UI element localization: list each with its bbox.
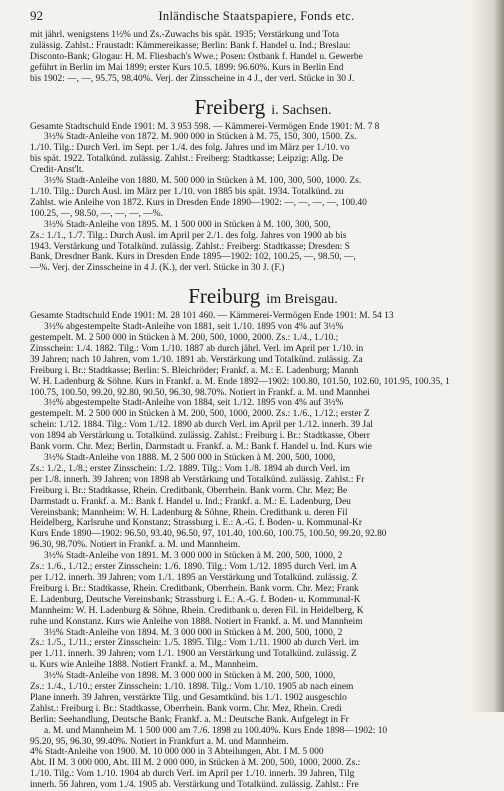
text-line: 3½% Stadt-Anleihe von 1891. M. 3 000 000 in Stücken à M. 200, 500, 1000, 2 <box>44 551 343 562</box>
text-line: per 1./12. innerh. 39 Jahren; vom 1./1. 1895 an Verstärkung und Totalkünd. zulässig. Z <box>30 572 358 583</box>
text-line: Freiburg i. Br.: Stadtkasse; Berlin: S. Bleichröder; Frankf. a. M.: E. Ladenburg; Mannh <box>30 365 359 376</box>
text-line: ruhe und Konstanz. Kurs wie Anleihe von 1888. Notiert in Frankf. a. M. und Mannheim <box>30 616 363 627</box>
text-line: Gesamte Stadtschuld Ende 1901: M. 28 101 460. — Kämmerei-Vermögen Ende 1901: M. 54 13 <box>30 311 394 322</box>
text-line: E. Ladenburg, Deutsche Vereinsbank; Strassburg i. E.: A.-G. f. Boden- u. Kommunal-K <box>30 594 361 605</box>
text-line: Gesamte Stadtschuld Ende 1901: M. 3 953 598. — Kämmerei-Vermögen Ende 1901: M. 7 8 <box>30 121 380 132</box>
text-line: 3½% Stadt-Anleihe von 1880. M. 500 000 in Stücken à M. 100, 300, 500, 1000. Zs. <box>44 176 362 187</box>
text-line: 3½% Stadt-Anleihe von 1888. M. 2 500 000 in Stücken à M. 200, 500, 1000, <box>44 453 336 463</box>
text-line: Darmstadt u. Frankf. a. M.: Bank f. Handel u. Ind.; Frankf. a. M.: E. Ladenburg, Deu <box>30 496 351 507</box>
text-line: Credit-Anst'lt. <box>30 165 84 176</box>
text-line: 100.75, 100.50, 99.20, 92.80, 90.50, 96.30, 98.70%. Notiert in Frankf. a. M. und Mannhei <box>30 387 370 398</box>
text-line: 3½% Stadt-Anleihe von 1898. M. 3 000 000 in Stücken à M. 200, 500, 1000, <box>44 671 336 682</box>
text-line: gestempelt. M. 2 500 000 in Stücken à M. 200, 500, 1000, 2000. Zs.: 1./4., 1./10.; <box>30 333 339 344</box>
text-line: per 1./11. innerh. 39 Jahren; vom 1./1. 1900 an Verstärkung und Totalkünd. zulässig. Z <box>30 649 357 660</box>
text-line: Zinsschein: 1./4. 1882. Tilg.: Vom 1./10. 1887 ab durch jährl. Verl. im April per 1./10. in <box>30 343 364 354</box>
intro-line: geführt in Berlin im Mai 1899; erster Kurs 10.5. 1899: 96.60%. Kurs in Berlin End <box>30 62 344 73</box>
text-line: Heidelberg, Karlsruhe und Konstanz; Strassburg i. E.: A.-G. f. Boden- u. Kommunal-Kr <box>30 518 363 529</box>
text-line: 4% Stadt-Anleihe von 1900. M. 10 000 000 in 3 Abteilungen, Abt. I M. 5 000 <box>30 747 324 758</box>
text-line: Zs.: 1./5., 1./11.; erster Zinsschein: 1./5. 1895. Tilg.: Vom 1./11. 1900 ab durch Verl. im <box>30 638 359 649</box>
text-line: 100.25, —, 98.50, —, —, —, —%. <box>30 208 163 219</box>
text-line: Zs.: 1./4., 1./10.; erster Zinsschein: 1./10. 1898. Tilg.: Vom 1./10. 1905 ab nach einem <box>30 682 354 693</box>
text-line: Berlin: Seehandlung, Deutsche Bank; Frankf. a. M.: Deutsche Bank. Aufgelegt in Fr <box>30 714 349 725</box>
text-line: 1./10. Tilg.: Durch Ausl. im März per 1./10. von 1885 bis spät. 1934. Totalkünd. zu <box>30 186 344 197</box>
text-line: per 1./8. innerh. 39 Jahren; von 1898 ab Verstärkung und Totalkünd. zulässig. Zahlst.: Fr <box>30 474 365 485</box>
heading-name: Freiburg <box>188 284 261 309</box>
text-line: Zahlst. wie Anleihe von 1872. Kurs in Dresden Ende 1890—1902: —, —, —, —, 100.40 <box>30 197 367 208</box>
text-line: 96.30, 98.70%. Notiert in Frankf. a. M. und Mannheim. <box>30 540 241 551</box>
text-line: Bank vorm. Chr. Mez; Berlin, Darmstadt u. Frankf. a. M.: Bank f. Handel u. Ind. Kurs wie <box>30 442 372 453</box>
text-line: a. M. und Mannheim M. 1 500 000 am 7./6. 1898 zu 100.40%. Kurs Ende 1898—1902: 10 <box>44 725 388 736</box>
text-line: Zs.: 1./1., 1./7. Tilg.: Durch Ausl. im April per 2./1. des folg. Jahres von 1900 ab bis <box>30 230 347 241</box>
text-line: Zs.: 1./2., 1./8.; erster Zinsschein: 1./2. 1889. Tilg.: Vom 1./8. 1894 ab durch Verl. im <box>30 463 351 474</box>
text-line: Freiburg i. Br.: Stadtkasse, Rhein. Creditbank, Oberrhein. Bank vorm. Chr. Mez; Frank <box>30 583 359 594</box>
text-line: von 1894 ab Verstärkung u. Totalkünd. zulässig. Zahlst.: Freiburg i. Br.: Stadtkasse, Oberr <box>30 431 370 442</box>
intro-line: zulässig. Zahlst.: Fraustadt: Kämmereikasse; Berlin: Bank f. Handel u. Ind.; Breslau: <box>30 40 351 51</box>
intro-line: Disconto-Bank; Glogau: H. M. Fliesbach's Wwe.; Posen: Ostbank f. Handel u. Gewerbe <box>30 51 363 62</box>
text-line: Kurs Ende 1890—1902: 96.50, 93.40, 96.50, 97, 101.40, 100.60, 100.75, 100.50, 99.20, 92.80 <box>30 529 387 540</box>
text-line: innerh. 56 Jahren, vom 1./4. 1905 ab. Verstärkung und Totalkünd. zulässig. Zahlst.: Fre <box>30 780 359 791</box>
intro-line: mit jährl. wenigstens 1½% und Zs.-Zuwachs bis spät. 1935; Verstärkung und Tota <box>30 30 340 40</box>
intro-section <box>30 30 496 85</box>
text-line: 1943. Verstärkung und Totalkünd. zulässig. Zahlst.: Freiberg: Stadtkasse; Dresden: S <box>30 241 350 252</box>
text-line: bis spät. 1922. Totalkünd. zulässig. Zahlst.: Freiberg: Stadtkasse; Leipzig: Allg. De <box>30 154 344 165</box>
text-line: Zs.: 1./6., 1./12.; erster Zinsschein: 1./6. 1890. Tilg.: Vom 1./12. 1895 durch Verl. im A <box>30 562 357 573</box>
text-line: Plane innerh. 39 Jahren, verstärkte Tilg. und Gesamtkünd. bis 1./1. 1902 ausgeschlo <box>30 692 347 703</box>
text-line: W. H. Ladenburg & Söhne. Kurs in Frankf. a. M. Ende 1892—1902: 100.80, 101.50, 102.60, 101.95, 100.35, 1 <box>30 376 450 387</box>
text-line: gestempelt. M. 2 500 000 in Stücken à M. 200, 500, 1000, 2000. Zs.: 1./6., 1./12.; erster Z <box>30 409 370 420</box>
text-line: 1./10. Tilg.: Vom 1./10. 1904 ab durch Verl. im April per 1./10. innerh. 39 Jahren, Tilg <box>30 769 355 780</box>
page-number: 92 <box>30 8 43 23</box>
heading-suffix: i. Sachsen. <box>271 102 332 118</box>
text-line: 3½% abgestempelte Stadt-Anleihe von 1884, seit 1./12. 1895 von 4% auf 3½% <box>44 398 344 409</box>
text-line: schein: 1./12. 1884. Tilg.: Vom 1./12. 1890 ab durch Verl. im April per 1./12. innerh. 39 Jal <box>30 420 373 431</box>
running-header <box>30 8 496 26</box>
text-line: Zahlst.: Freiburg i. Br.: Stadtkasse, Oberrhein. Bank vorm. Chr. Mez, Rhein. Credi <box>30 703 342 714</box>
freiburg-body <box>30 311 496 791</box>
text-line: Mannheim: W. H. Ladenburg & Söhne, Rhein. Creditbank u. deren Fil. in Heidelberg, K <box>30 605 364 616</box>
text-line: —%. Verj. der Zinsscheine in 4 J. (K.), der verl. Stücke in 30 J. (F.) <box>30 263 285 274</box>
text-line: u. Kurs wie Anleihe 1888. Notiert Frankf. a. M., Mannheim. <box>30 660 259 671</box>
text-line: 95.20, 95, 96.30, 99.40%. Notiert in Frankfurt a. M. und Mannheim. <box>30 736 289 747</box>
text-line: Abt. II M. 3 000 000, Abt. III M. 2 000 000, in Stücken à M. 200, 500, 1000, 2000. Zs.: <box>30 758 361 769</box>
intro-line: bis 1902: —, —, 95.75, 98.40%. Verj. der Zinsscheine in 4 J., der verl. Stücke in 30 J. <box>30 73 355 84</box>
section-heading-freiburg <box>30 284 496 308</box>
section-heading-freiberg <box>30 95 496 119</box>
text-line: 39 Jahren; nach 10 Jahren, vom 1./10. 1891 ab. Verstärkung und Totalkünd. zulässig. Za <box>30 354 363 365</box>
freiberg-body <box>30 122 496 275</box>
text-line: Bank, Dresdner Bank. Kurs in Dresden Ende 1895—1902: 102, 100.25, —, 98.50, —, <box>30 252 356 263</box>
text-line: 3½% Stadt-Anleihe von 1894. M. 3 000 000 in Stücken à M. 200, 500, 1000, 2 <box>44 627 343 638</box>
text-line: Vereinsbank; Mannheim: W. H. Ladenburg & Söhne, Rhein. Creditbank u. deren Fil <box>30 507 348 518</box>
text-line: 1./10. Tilg.: Durch Verl. im Sept. per 1./4. des folg. Jahres und im März per 1./10. vo <box>30 143 350 154</box>
text-line: 3½% Stadt-Anleihe von 1895. M. 1 500 000 in Stücken à M. 100, 300, 500, <box>44 219 331 230</box>
text-line: 3½% abgestempelte Stadt-Anleihe von 1881, seit 1./10. 1895 von 4% auf 3½% <box>44 322 344 333</box>
text-line: Freiburg i. Br.: Stadtkasse, Rhein. Creditbank, Oberrhein. Bank vorm. Chr. Mez; Be <box>30 485 348 496</box>
heading-suffix: im Breisgau. <box>266 292 338 308</box>
heading-name: Freiberg <box>194 94 266 119</box>
running-title: Inländische Staatspapiere, Fonds etc. <box>158 9 355 23</box>
text-line: 3½% Stadt-Anleihe von 1872. M. 900 000 in Stücken à M. 75, 150, 300, 1500. Zs. <box>44 132 357 143</box>
